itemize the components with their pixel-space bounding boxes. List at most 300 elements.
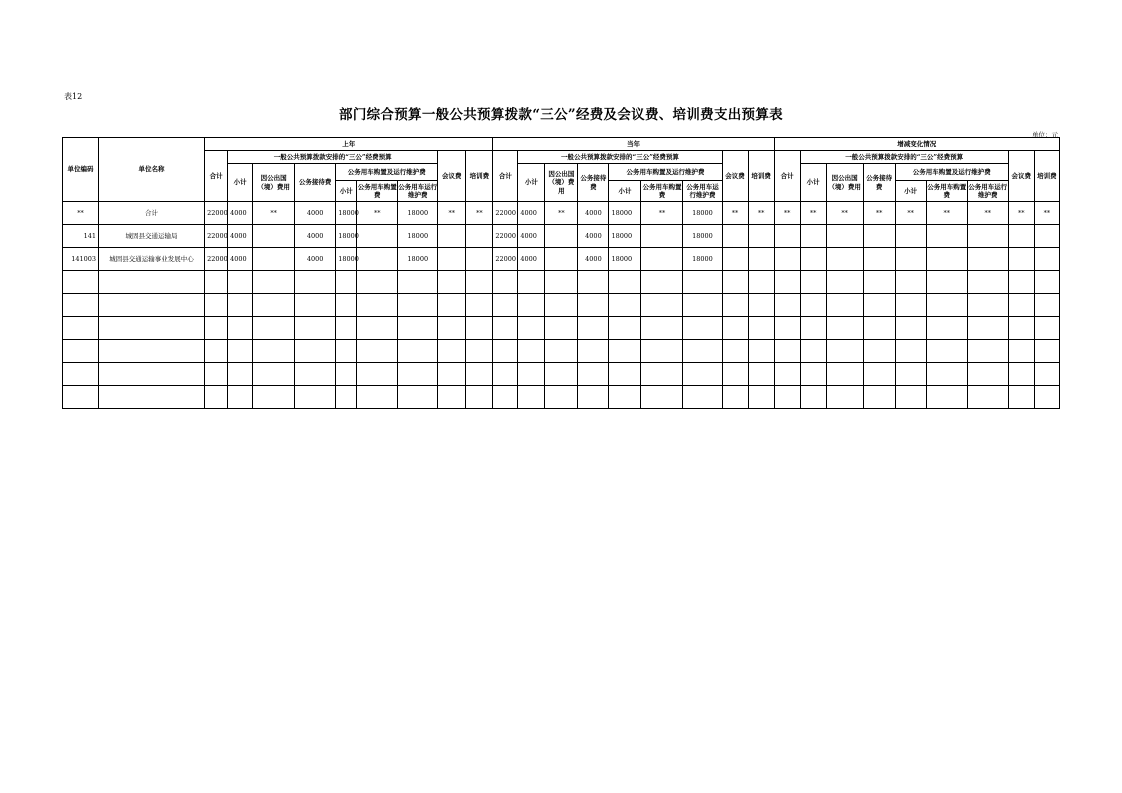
empty-cell: [205, 317, 228, 340]
cell-chg-8: [1034, 225, 1059, 248]
header-change: 增减变化情况: [774, 138, 1059, 151]
cell-chg-4: [895, 248, 926, 271]
header-prev-abroad: 因公出国（境）费用: [253, 164, 295, 202]
empty-cell: [518, 294, 545, 317]
empty-cell: [518, 340, 545, 363]
cell-curr-2: [545, 248, 578, 271]
cell-prev-6: 18000: [398, 248, 438, 271]
empty-cell: [63, 363, 99, 386]
empty-cell: [1034, 317, 1059, 340]
cell-prev-7: **: [438, 202, 466, 225]
cell-prev-4: 18000: [336, 248, 357, 271]
cell-curr-1: 4000: [518, 225, 545, 248]
empty-cell: [722, 317, 748, 340]
cell-curr-4: 18000: [609, 225, 641, 248]
empty-cell: [205, 271, 228, 294]
empty-cell: [357, 386, 398, 409]
cell-chg-0: [774, 248, 800, 271]
cell-chg-6: **: [967, 202, 1008, 225]
empty-cell: [63, 271, 99, 294]
empty-cell: [826, 271, 863, 294]
empty-cell: [336, 363, 357, 386]
empty-cell: [357, 317, 398, 340]
empty-cell: [63, 386, 99, 409]
cell-curr-8: [748, 248, 774, 271]
empty-cell: [295, 317, 336, 340]
cell-prev-5: [357, 248, 398, 271]
empty-cell: [253, 340, 295, 363]
header-row-1: [63, 138, 1060, 151]
cell-chg-8: **: [1034, 202, 1059, 225]
header-prev-subtotal: 小计: [228, 164, 253, 202]
empty-cell: [205, 340, 228, 363]
header-name: 单位名称: [99, 138, 205, 202]
cell-curr-0: 22000: [493, 225, 518, 248]
empty-cell: [578, 386, 609, 409]
empty-cell: [545, 271, 578, 294]
empty-cell: [609, 317, 641, 340]
cell-prev-3: 4000: [295, 248, 336, 271]
header-prev-vehicle: 公务用车购置及运行维护费: [336, 164, 438, 181]
empty-cell: [800, 363, 826, 386]
empty-cell: [967, 317, 1008, 340]
header-chg-sangong: 一般公共预算拨款安排的“三公”经费预算: [800, 151, 1008, 164]
empty-cell: [863, 294, 895, 317]
empty-cell: [722, 363, 748, 386]
empty-cell: [545, 317, 578, 340]
empty-cell: [357, 340, 398, 363]
cell-curr-6: 18000: [683, 225, 722, 248]
empty-cell: [253, 363, 295, 386]
empty-cell: [826, 386, 863, 409]
cell-curr-5: [641, 248, 683, 271]
empty-cell: [1008, 363, 1034, 386]
cell-prev-6: 18000: [398, 202, 438, 225]
cell-chg-2: [826, 248, 863, 271]
cell-curr-4: 18000: [609, 248, 641, 271]
cell-prev-5: **: [357, 202, 398, 225]
cell-chg-0: **: [774, 202, 800, 225]
empty-cell: [205, 294, 228, 317]
cell-prev-3: 4000: [295, 225, 336, 248]
empty-cell: [826, 340, 863, 363]
cell-chg-2: [826, 225, 863, 248]
empty-cell: [438, 317, 466, 340]
cell-curr-5: **: [641, 202, 683, 225]
header-row-2: [63, 151, 1060, 164]
cell-prev-4: 18000: [336, 225, 357, 248]
cell-chg-0: [774, 225, 800, 248]
empty-cell: [398, 271, 438, 294]
page-title: 部门综合预算一般公共预算拨款“三公”经费及会议费、培训费支出预算表: [339, 107, 783, 123]
table-number: 表12: [64, 92, 83, 101]
header-prev-vehicle-run: 公务用车运行维护费: [398, 181, 438, 202]
empty-cell: [336, 386, 357, 409]
cell-name: 城固县交通运输事业发展中心: [99, 248, 205, 271]
empty-cell: [466, 340, 493, 363]
empty-cell: [228, 386, 253, 409]
header-curr-vehicle-run: 公务用车运行维护费: [683, 181, 722, 202]
header-chg-vehicle-run: 公务用车运行维护费: [967, 181, 1008, 202]
table-row: [63, 202, 1060, 225]
empty-cell: [641, 363, 683, 386]
header-chg-vehicle-sub: 小计: [895, 181, 926, 202]
empty-cell: [295, 340, 336, 363]
empty-cell: [1008, 271, 1034, 294]
empty-cell: [295, 363, 336, 386]
empty-cell: [545, 294, 578, 317]
cell-prev-0: 22000: [205, 248, 228, 271]
cell-prev-8: **: [466, 202, 493, 225]
empty-cell: [578, 317, 609, 340]
empty-cell: [466, 363, 493, 386]
empty-cell: [1034, 340, 1059, 363]
empty-cell: [826, 363, 863, 386]
header-prev-total: 合计: [205, 151, 228, 202]
empty-cell: [641, 271, 683, 294]
empty-cell: [398, 363, 438, 386]
empty-cell: [518, 386, 545, 409]
cell-prev-2: [253, 248, 295, 271]
empty-cell: [609, 386, 641, 409]
empty-cell: [466, 271, 493, 294]
empty-cell: [398, 340, 438, 363]
empty-row: [63, 340, 1060, 363]
empty-cell: [493, 294, 518, 317]
empty-cell: [926, 317, 967, 340]
cell-name: 城固县交通运输局: [99, 225, 205, 248]
empty-cell: [800, 294, 826, 317]
cell-prev-7: [438, 225, 466, 248]
empty-cell: [99, 271, 205, 294]
cell-prev-1: 4000: [228, 248, 253, 271]
empty-cell: [748, 340, 774, 363]
empty-cell: [1008, 294, 1034, 317]
budget-table: [62, 137, 1060, 409]
empty-cell: [748, 317, 774, 340]
empty-cell: [1034, 271, 1059, 294]
empty-cell: [1008, 317, 1034, 340]
cell-curr-1: 4000: [518, 248, 545, 271]
empty-cell: [609, 363, 641, 386]
empty-cell: [748, 294, 774, 317]
header-curr-vehicle-sub: 小计: [609, 181, 641, 202]
cell-curr-8: **: [748, 202, 774, 225]
empty-cell: [518, 317, 545, 340]
cell-curr-3: 4000: [578, 248, 609, 271]
empty-cell: [800, 386, 826, 409]
header-curr-subtotal: 小计: [518, 164, 545, 202]
empty-cell: [1008, 340, 1034, 363]
empty-cell: [228, 271, 253, 294]
header-prev-sangong: 一般公共预算拨款安排的“三公”经费预算: [228, 151, 438, 164]
cell-curr-2: [545, 225, 578, 248]
cell-prev-4: 18000: [336, 202, 357, 225]
empty-cell: [641, 317, 683, 340]
empty-cell: [863, 363, 895, 386]
cell-curr-7: [722, 225, 748, 248]
header-prev-year: 上年: [205, 138, 493, 151]
empty-cell: [545, 340, 578, 363]
cell-chg-6: [967, 248, 1008, 271]
empty-row: [63, 363, 1060, 386]
cell-code: **: [63, 202, 99, 225]
empty-cell: [774, 386, 800, 409]
empty-cell: [398, 294, 438, 317]
empty-cell: [336, 271, 357, 294]
empty-cell: [895, 271, 926, 294]
empty-cell: [253, 317, 295, 340]
empty-cell: [398, 386, 438, 409]
empty-cell: [518, 271, 545, 294]
empty-cell: [895, 294, 926, 317]
cell-curr-5: [641, 225, 683, 248]
empty-cell: [493, 363, 518, 386]
empty-cell: [99, 340, 205, 363]
empty-cell: [295, 271, 336, 294]
table-row: [63, 248, 1060, 271]
cell-chg-3: [863, 248, 895, 271]
empty-cell: [683, 294, 722, 317]
cell-chg-6: [967, 225, 1008, 248]
empty-cell: [438, 386, 466, 409]
empty-cell: [295, 386, 336, 409]
cell-chg-2: **: [826, 202, 863, 225]
empty-cell: [863, 386, 895, 409]
cell-prev-2: [253, 225, 295, 248]
empty-cell: [578, 340, 609, 363]
empty-cell: [205, 363, 228, 386]
cell-chg-5: [926, 225, 967, 248]
cell-chg-7: [1008, 248, 1034, 271]
cell-curr-8: [748, 225, 774, 248]
empty-cell: [518, 363, 545, 386]
cell-curr-0: 22000: [493, 248, 518, 271]
header-chg-meeting: 会议费: [1008, 151, 1034, 202]
empty-cell: [545, 363, 578, 386]
empty-cell: [438, 363, 466, 386]
empty-cell: [683, 363, 722, 386]
empty-cell: [493, 386, 518, 409]
cell-prev-5: [357, 225, 398, 248]
empty-cell: [253, 294, 295, 317]
empty-cell: [774, 294, 800, 317]
empty-cell: [967, 294, 1008, 317]
empty-cell: [438, 340, 466, 363]
cell-curr-0: 22000: [493, 202, 518, 225]
empty-cell: [641, 294, 683, 317]
empty-cell: [967, 271, 1008, 294]
empty-cell: [609, 294, 641, 317]
empty-cell: [863, 271, 895, 294]
header-chg-abroad: 因公出国（境）费用: [826, 164, 863, 202]
header-curr-year: 当年: [493, 138, 774, 151]
empty-cell: [895, 317, 926, 340]
empty-cell: [926, 271, 967, 294]
empty-cell: [99, 363, 205, 386]
empty-cell: [63, 317, 99, 340]
cell-prev-1: 4000: [228, 202, 253, 225]
cell-prev-3: 4000: [295, 202, 336, 225]
empty-cell: [683, 271, 722, 294]
cell-chg-3: [863, 225, 895, 248]
empty-cell: [609, 271, 641, 294]
empty-cell: [466, 317, 493, 340]
empty-cell: [63, 340, 99, 363]
empty-cell: [228, 317, 253, 340]
empty-cell: [722, 294, 748, 317]
header-chg-vehicle-buy: 公务用车购置费: [926, 181, 967, 202]
empty-cell: [493, 271, 518, 294]
header-curr-training: 培训费: [748, 151, 774, 202]
empty-cell: [609, 340, 641, 363]
empty-cell: [826, 317, 863, 340]
empty-cell: [895, 386, 926, 409]
header-code: 单位编码: [63, 138, 99, 202]
empty-cell: [578, 271, 609, 294]
empty-cell: [438, 294, 466, 317]
empty-cell: [228, 363, 253, 386]
cell-curr-7: [722, 248, 748, 271]
header-curr-abroad: 因公出国（境）费用: [545, 164, 578, 202]
empty-cell: [774, 271, 800, 294]
empty-cell: [357, 294, 398, 317]
empty-cell: [493, 317, 518, 340]
table-row: [63, 225, 1060, 248]
empty-cell: [336, 317, 357, 340]
header-chg-reception: 公务接待费: [863, 164, 895, 202]
header-curr-vehicle: 公务用车购置及运行维护费: [609, 164, 722, 181]
empty-cell: [774, 363, 800, 386]
empty-cell: [683, 386, 722, 409]
empty-row: [63, 294, 1060, 317]
header-curr-reception: 公务接待费: [578, 164, 609, 202]
empty-row: [63, 386, 1060, 409]
cell-name: 合计: [99, 202, 205, 225]
empty-cell: [683, 340, 722, 363]
header-curr-vehicle-buy: 公务用车购置费: [641, 181, 683, 202]
cell-curr-7: **: [722, 202, 748, 225]
empty-cell: [493, 340, 518, 363]
header-curr-meeting: 会议费: [722, 151, 748, 202]
cell-prev-7: [438, 248, 466, 271]
empty-cell: [398, 317, 438, 340]
unit-label: 单位：元: [1032, 131, 1058, 139]
cell-curr-2: **: [545, 202, 578, 225]
empty-cell: [722, 386, 748, 409]
header-curr-sangong: 一般公共预算拨款安排的“三公”经费预算: [518, 151, 722, 164]
cell-chg-8: [1034, 248, 1059, 271]
empty-cell: [800, 340, 826, 363]
empty-cell: [895, 340, 926, 363]
empty-cell: [926, 294, 967, 317]
empty-cell: [895, 363, 926, 386]
cell-curr-3: 4000: [578, 202, 609, 225]
cell-code: 141003: [63, 248, 99, 271]
cell-chg-7: [1008, 225, 1034, 248]
cell-curr-6: 18000: [683, 248, 722, 271]
header-prev-vehicle-buy: 公务用车购置费: [357, 181, 398, 202]
cell-curr-1: 4000: [518, 202, 545, 225]
empty-cell: [466, 386, 493, 409]
empty-cell: [228, 340, 253, 363]
empty-cell: [99, 317, 205, 340]
empty-cell: [748, 363, 774, 386]
empty-cell: [99, 386, 205, 409]
header-chg-total: 合计: [774, 151, 800, 202]
header-prev-meeting: 会议费: [438, 151, 466, 202]
empty-cell: [336, 340, 357, 363]
empty-cell: [1034, 294, 1059, 317]
empty-cell: [1008, 386, 1034, 409]
empty-cell: [438, 271, 466, 294]
empty-cell: [826, 294, 863, 317]
cell-chg-7: **: [1008, 202, 1034, 225]
header-chg-subtotal: 小计: [800, 164, 826, 202]
empty-row: [63, 317, 1060, 340]
empty-cell: [253, 271, 295, 294]
cell-prev-0: 22000: [205, 225, 228, 248]
empty-cell: [748, 386, 774, 409]
empty-cell: [295, 294, 336, 317]
header-curr-total: 合计: [493, 151, 518, 202]
cell-chg-4: [895, 225, 926, 248]
cell-chg-5: [926, 248, 967, 271]
empty-cell: [863, 340, 895, 363]
empty-cell: [336, 294, 357, 317]
empty-cell: [99, 294, 205, 317]
empty-cell: [253, 386, 295, 409]
header-prev-vehicle-sub: 小计: [336, 181, 357, 202]
empty-cell: [774, 317, 800, 340]
cell-curr-4: 18000: [609, 202, 641, 225]
cell-chg-1: [800, 225, 826, 248]
empty-cell: [228, 294, 253, 317]
empty-cell: [722, 271, 748, 294]
empty-cell: [641, 340, 683, 363]
cell-prev-0: 22000: [205, 202, 228, 225]
cell-prev-8: [466, 248, 493, 271]
cell-prev-2: **: [253, 202, 295, 225]
empty-cell: [466, 294, 493, 317]
empty-cell: [800, 271, 826, 294]
cell-prev-8: [466, 225, 493, 248]
cell-prev-6: 18000: [398, 225, 438, 248]
empty-cell: [63, 294, 99, 317]
empty-cell: [683, 317, 722, 340]
empty-cell: [926, 363, 967, 386]
empty-cell: [774, 340, 800, 363]
cell-chg-3: **: [863, 202, 895, 225]
empty-cell: [1034, 386, 1059, 409]
empty-cell: [863, 317, 895, 340]
cell-prev-1: 4000: [228, 225, 253, 248]
empty-cell: [967, 386, 1008, 409]
empty-cell: [357, 363, 398, 386]
empty-cell: [205, 386, 228, 409]
cell-chg-4: **: [895, 202, 926, 225]
empty-cell: [578, 363, 609, 386]
empty-cell: [926, 386, 967, 409]
header-chg-training: 培训费: [1034, 151, 1059, 202]
empty-cell: [641, 386, 683, 409]
empty-cell: [967, 340, 1008, 363]
cell-curr-3: 4000: [578, 225, 609, 248]
empty-cell: [1034, 363, 1059, 386]
header-prev-training: 培训费: [466, 151, 493, 202]
header-prev-reception: 公务接待费: [295, 164, 336, 202]
cell-chg-1: **: [800, 202, 826, 225]
